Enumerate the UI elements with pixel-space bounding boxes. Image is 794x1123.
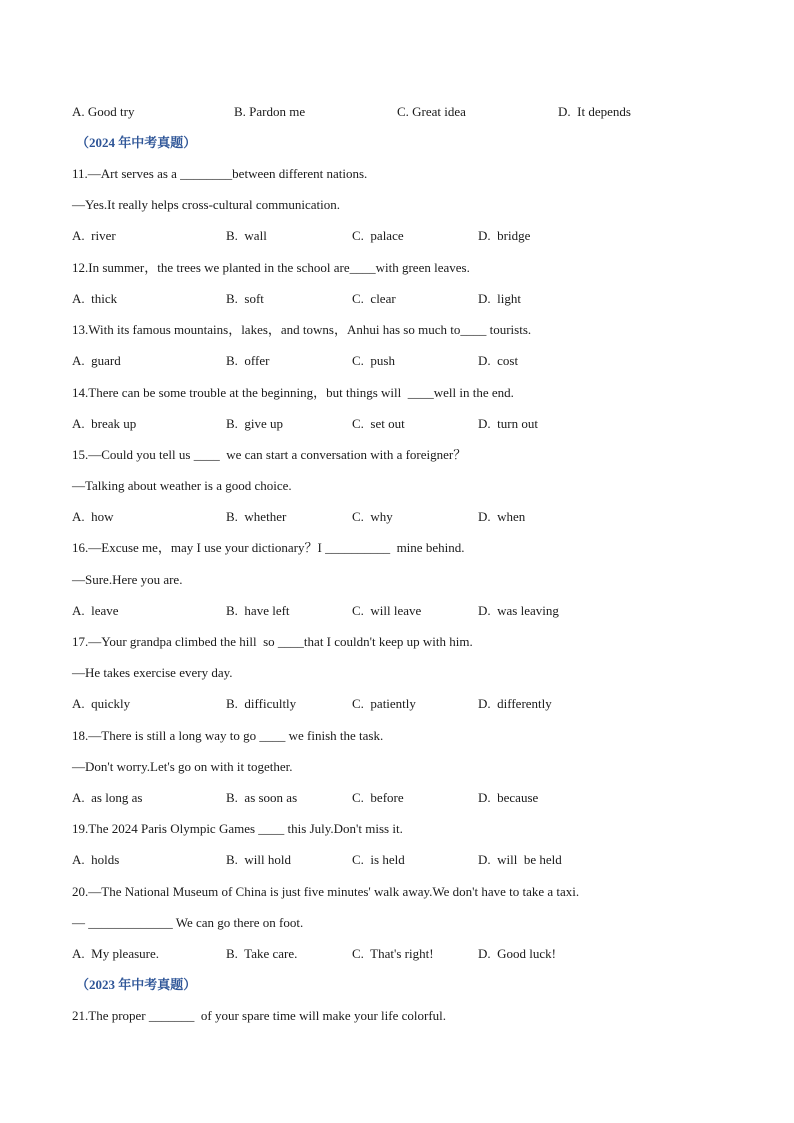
option-b[interactable]: B. whether <box>226 509 287 524</box>
option-a[interactable]: A. guard <box>72 353 121 368</box>
options-row <box>72 790 752 806</box>
options-row <box>72 353 752 369</box>
option-d[interactable]: D. light <box>478 291 521 306</box>
options-row <box>72 416 752 432</box>
option-a[interactable]: A. My pleasure. <box>72 946 160 961</box>
option-c[interactable]: C. will leave <box>352 603 422 618</box>
options-row <box>72 509 752 525</box>
question-stem: 15.—Could you tell us ____ we can start a conversation with a foreigner？ <box>72 447 467 462</box>
question-reply: —He takes exercise every day. <box>72 665 233 680</box>
question-reply: —Sure.Here you are. <box>72 572 183 587</box>
option-a[interactable]: A. holds <box>72 852 120 867</box>
option-d[interactable]: D. will be held <box>478 852 562 867</box>
options-row <box>72 291 752 307</box>
option-d[interactable]: D. because <box>478 790 539 805</box>
option-a[interactable]: A. break up <box>72 416 137 431</box>
question-reply: —Talking about weather is a good choice. <box>72 478 292 493</box>
option-d[interactable]: D. bridge <box>478 228 531 243</box>
option-a[interactable]: A. leave <box>72 603 119 618</box>
option-b[interactable]: B. Pardon me <box>234 104 306 119</box>
option-c[interactable]: C. patiently <box>352 696 416 711</box>
question-stem: 13.With its famous mountains，lakes，and towns，Anhui has so much to____ tourists. <box>72 322 532 337</box>
options-row <box>72 228 752 244</box>
question-stem: 18.—There is still a long way to go ____ we finish the task. <box>72 728 384 743</box>
question-reply: — _____________ We can go there on foot. <box>72 915 304 930</box>
option-c[interactable]: C. why <box>352 509 393 524</box>
option-c[interactable]: C. Great idea <box>397 104 466 119</box>
option-d[interactable]: D. Good luck! <box>478 946 556 961</box>
option-b[interactable]: B. as soon as <box>226 790 298 805</box>
option-c[interactable]: C. clear <box>352 291 396 306</box>
option-a[interactable]: A. Good try <box>72 104 135 119</box>
option-b[interactable]: B. wall <box>226 228 267 243</box>
question-stem: 19.The 2024 Paris Olympic Games ____ this July.Don't miss it. <box>72 821 403 836</box>
question-stem: 12.In summer，the trees we planted in the school are____with green leaves. <box>72 260 470 275</box>
question-stem: 16.—Excuse me，may I use your dictionary？I __________ mine behind. <box>72 540 465 555</box>
option-c[interactable]: C. push <box>352 353 395 368</box>
option-d[interactable]: D. differently <box>478 696 552 711</box>
option-d[interactable]: D. was leaving <box>478 603 559 618</box>
section-heading-2023: （2023 年中考真题） <box>76 977 197 992</box>
option-b[interactable]: B. offer <box>226 353 270 368</box>
option-a[interactable]: A. how <box>72 509 114 524</box>
options-row <box>72 852 752 868</box>
option-a[interactable]: A. quickly <box>72 696 131 711</box>
question-reply: —Yes.It really helps cross-cultural communication. <box>72 197 341 212</box>
option-d[interactable]: D. turn out <box>478 416 538 431</box>
options-row <box>72 603 752 619</box>
question-stem: 21.The proper _______ of your spare time will make your life colorful. <box>72 1008 447 1023</box>
option-a[interactable]: A. as long as <box>72 790 143 805</box>
option-b[interactable]: B. will hold <box>226 852 292 867</box>
option-d[interactable]: D. It depends <box>558 104 631 119</box>
option-b[interactable]: B. soft <box>226 291 264 306</box>
option-c[interactable]: C. is held <box>352 852 405 867</box>
option-c[interactable]: C. palace <box>352 228 404 243</box>
options-row <box>72 946 752 962</box>
question-reply: —Don't worry.Let's go on with it together. <box>72 759 293 774</box>
option-b[interactable]: B. give up <box>226 416 284 431</box>
question-stem: 11.—Art serves as a ________between different nations. <box>72 166 368 181</box>
option-a[interactable]: A. river <box>72 228 116 243</box>
options-row <box>72 104 752 120</box>
question-stem: 14.There can be some trouble at the beginning，but things will ____well in the end. <box>72 385 514 400</box>
option-b[interactable]: B. have left <box>226 603 290 618</box>
section-heading-2024: （2024 年中考真题） <box>76 135 197 150</box>
option-b[interactable]: B. difficultly <box>226 696 297 711</box>
option-c[interactable]: C. before <box>352 790 404 805</box>
option-c[interactable]: C. set out <box>352 416 405 431</box>
option-a[interactable]: A. thick <box>72 291 118 306</box>
option-b[interactable]: B. Take care. <box>226 946 298 961</box>
question-stem: 20.—The National Museum of China is just five minutes' walk away.We don't have to take a taxi. <box>72 884 580 899</box>
option-c[interactable]: C. That's right! <box>352 946 434 961</box>
option-d[interactable]: D. when <box>478 509 526 524</box>
question-stem: 17.—Your grandpa climbed the hill so ____that I couldn't keep up with him. <box>72 634 473 649</box>
options-row <box>72 696 752 712</box>
option-d[interactable]: D. cost <box>478 353 519 368</box>
